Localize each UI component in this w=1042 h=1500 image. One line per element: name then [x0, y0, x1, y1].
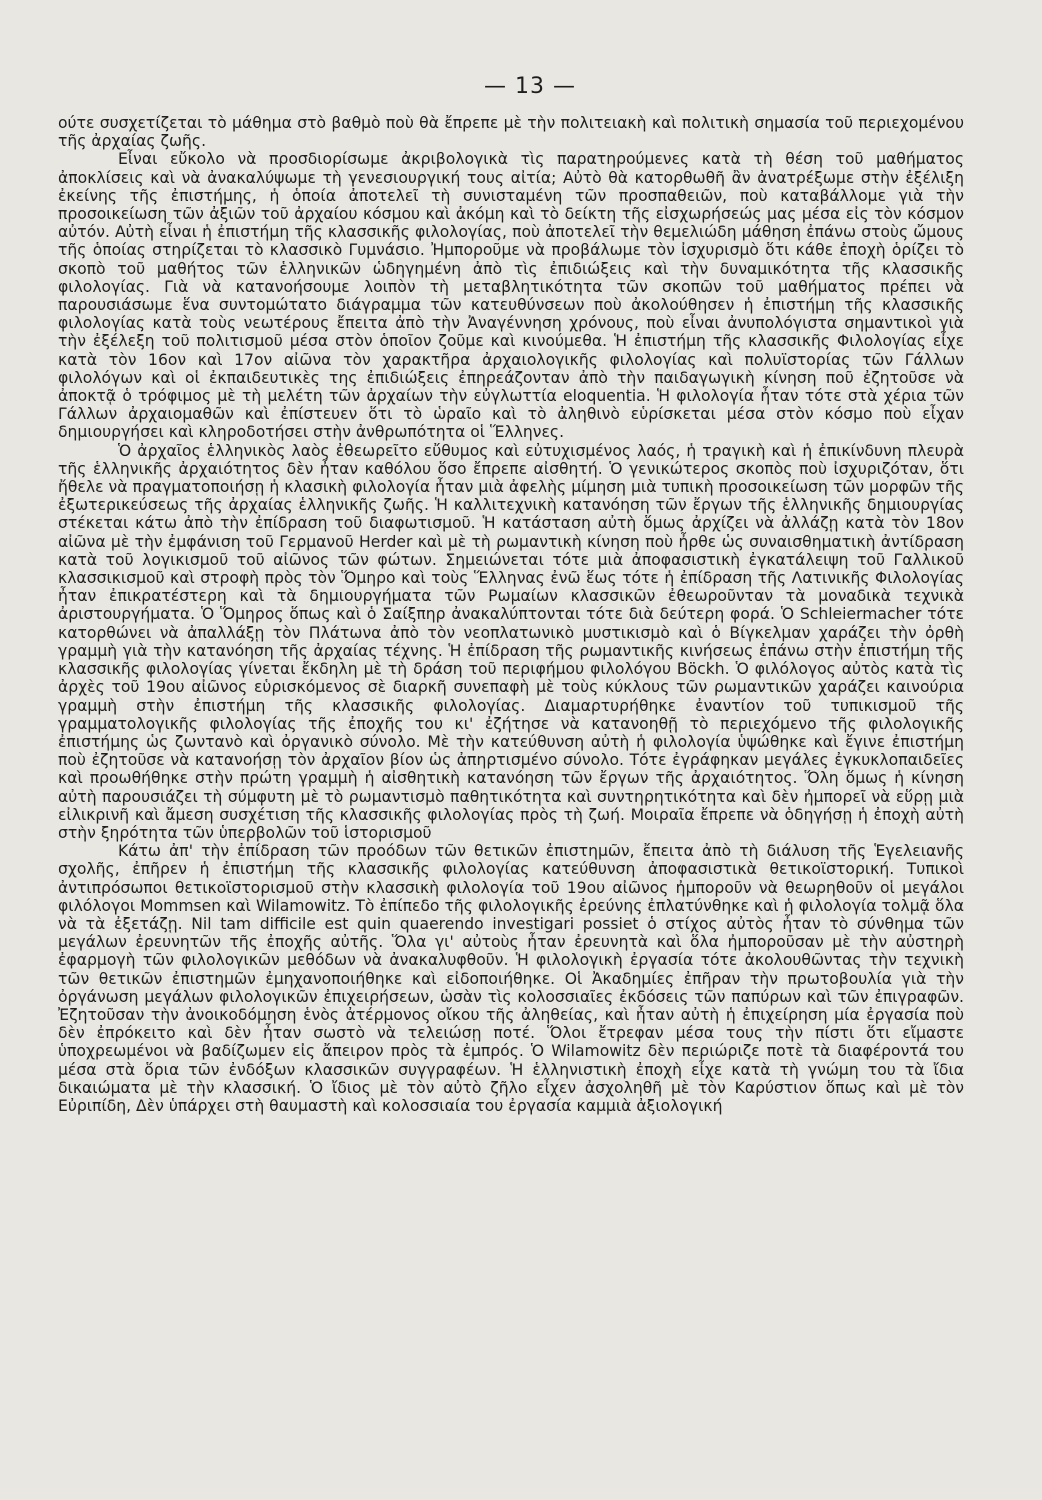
paragraph-1: ούτε συσχετίζεται τὸ μάθημα στὸ βαθμὸ ποὺ θὰ ἔπρεπε μὲ τὴν πολιτειακὴ καὶ πολιτικὴ σημασία τοῦ περιεχομένου τῆς ἀρχαίας ζωῆς.: [58, 114, 964, 151]
paragraph-3: Ὁ ἀρχαῖος ἑλληνικὸς λαὸς ἐθεωρεῖτο εὔθυμος καὶ εὐτυχισμένος λαός, ἡ τραγικὴ καὶ ἡ ἐπικίνδυνη πλευρὰ τῆς ἑλληνικῆς ἀρχαιότητος δὲν ἦταν καθόλου ὅσο ἔπρεπε αἰσθητή. Ὁ γενικώτερος σκοπὸς ποὺ ἰσχυριζόταν, ὅτι ἤθελε νὰ πραγματοποιήσῃ ἡ κλασικὴ φιλολογία ἦταν μιὰ ἀφελὴς μίμηση μιὰ τυπικὴ προσοικείωση τῶν μορφῶν τῆς ἐξωτερικεύσεως τῆς ἀρχαίας ἑλληνικῆς ζωῆς. Ἡ καλλιτεχνικὴ κατανόηση τῶν ἔργων τῆς ἑλληνικῆς δημιουργίας στέκεται κάτω ἀπὸ τὴν ἐπίδραση τοῦ διαφωτισμοῦ. Ἡ κατάσταση αὐτὴ ὅμως ἀρχίζει νὰ ἀλλάζῃ κατὰ τὸν 18ον αἰῶνα μὲ τὴν ἐμφάνιση τοῦ Γερμανοῦ Herder καὶ μὲ τὴ ρωμαντικὴ κίνηση ποὺ ἦρθε ὡς συναισθηματικὴ ἀντίδραση κατὰ τοῦ λογικισμοῦ τοῦ αἰῶνος τῶν φώτων. Σημειώνεται τότε μιὰ ἀποφασιστικὴ ἐγκατάλειψη τοῦ Γαλλικοῦ κλασσικισμοῦ καὶ στροφὴ πρὸς τὸν Ὅμηρο καὶ τοὺς Ἕλληνας ἐνῶ ἕως τότε ἡ ἐπίδραση τῆς Λατινικῆς Φιλολογίας ἦταν ἐπικρατέστερη καὶ τὰ δημιουργήματα τῶν Ρωμαίων κλασσικῶν ἐθεωροῦνταν τὰ μοναδικὰ τεχνικὰ ἀριστουργήματα. Ὁ Ὅμηρος ὅπως καὶ ὁ Σαίξπηρ ἀνακαλύπτονται τότε διὰ δεύτερη φορά. Ὁ Schleiermacher τότε κατορθώνει νὰ ἀπαλλάξῃ τὸν Πλάτωνα ἀπὸ τὸν νεοπλατωνικὸ μυστικισμὸ καὶ ὁ Βίγκελμαν χαράζει τὴν ὀρθὴ γραμμὴ γιὰ τὴν κατανόηση τῆς ἀρχαίας τέχνης. Ἡ ἐπίδραση τῆς ρωμαντικῆς κινήσεως ἐπάνω στὴν ἐπιστήμη τῆς κλασσικῆς φιλολογίας γίνεται ἔκδηλη μὲ τὴ δράση τοῦ περιφήμου φιλολόγου Böckh. Ὁ φιλόλογος αὐτὸς κατὰ τὶς ἀρχὲς τοῦ 19ου αἰῶνος εὑρισκόμενος σὲ διαρκῆ συνεπαφὴ μὲ τοὺς κύκλους τῶν ρωμαντικῶν χαράζει καινούρια γραμμὴ στὴν ἐπιστήμη τῆς κλασσικῆς φιλολογίας. Διαμαρτυρήθηκε ἐναντίον τοῦ τυπικισμοῦ τῆς γραμματολογικῆς φιλολογίας τῆς ἐποχῆς του κι' ἐζήτησε νὰ κατανοηθῇ τὸ περιεχόμενο τῆς φιλολογικῆς ἐπιστήμης ὡς ζωντανὸ καὶ ὀργανικὸ σύνολο. Μὲ τὴν κατεύθυνση αὐτὴ ἡ φιλολογία ὑψώθηκε καὶ ἔγινε ἐπιστήμη ποὺ ἐζητοῦσε νὰ κατανοήσῃ τὸν ἀρχαῖον βίον ὡς ἀπηρτισμένο σύνολο. Τότε ἐγράφηκαν μεγάλες ἐγκυκλοπαιδεῖες καὶ προωθήθηκε στὴν πρώτη γραμμὴ ἡ αἰσθητικὴ κατανόηση τῶν ἔργων τῆς ἀρχαιότητος. Ὅλη ὅμως ἡ κίνηση αὐτὴ παρουσιάζει τὴ σύμφυτη μὲ τὸ ρωμαντισμὸ παθητικότητα καὶ συντηρητικότητα καὶ δὲν ἠμπορεῖ νὰ εὕρῃ μιὰ εἰλικρινῆ καὶ ἄμεση συσχέτιση τῆς κλασσικῆς φιλολογίας πρὸς τὴ ζωή. Μοιραῖα ἔπρεπε νὰ ὁδηγήσῃ ἡ ἐποχὴ αὐτὴ στὴν ξηρότητα τῶν ὑπερβολῶν τοῦ ἱστορισμοῦ: [58, 441, 964, 842]
page-number: — 13 —: [484, 74, 576, 99]
paragraph-4: Κάτω ἀπ' τὴν ἐπίδραση τῶν προόδων τῶν θετικῶν ἐπιστημῶν, ἔπειτα ἀπὸ τὴ διάλυση τῆς Ἑγελειανῆς σχολῆς, ἐπῆρεν ἡ ἐπιστήμη τῆς κλασσικῆς φιλολογίας κατεύθυνση ἀποφασιστικὰ θετικοϊστορική. Τυπικοὶ ἀντιπρόσωποι θετικοϊστορισμοῦ στὴν κλασσικὴ φιλολογία τοῦ 19ου αἰῶνος ἠμποροῦν νὰ θεωρηθοῦν οἱ μεγάλοι φιλόλογοι Mommsen καὶ Wilamowitz. Τὸ ἐπίπεδο τῆς φιλολογικῆς ἐρεύνης ἐπλατύνθηκε καὶ ἡ φιλολογία τολμᾷ ὅλα νὰ τὰ ἐξετάζῃ. Nil tam difficile est quin quaerendo investigari possiet ὁ στίχος αὐτὸς ἦταν τὸ σύνθημα τῶν μεγάλων ἐρευνητῶν τῆς ἐποχῆς αὐτῆς. Ὅλα γι' αὐτοὺς ἦταν ἐρευνητὰ καὶ ὅλα ἠμποροῦσαν μὲ τὴν αὐστηρὴ ἐφαρμογὴ τῶν φιλολογικῶν μεθόδων νὰ ἀνακαλυφθοῦν. Ἡ φιλολογικὴ ἐργασία τότε ἀκολουθῶντας τὴν τεχνικὴ τῶν θετικῶν ἐπιστημῶν ἐμηχανοποιήθηκε καὶ εἰδοποιήθηκε. Οἱ Ἀκαδημίες ἐπῆραν τὴν πρωτοβουλία γιὰ τὴν ὀργάνωση μεγάλων φιλολογικῶν ἐπιχειρήσεων, ὡσὰν τὶς κολοσσιαῖες ἐκδόσεις τῶν παπύρων καὶ τῶν ἐπιγραφῶν. Ἐζητοῦσαν τὴν ἀνοικοδόμηση ἑνὸς ἀτέρμονος οἴκου τῆς ἀληθείας, καὶ ἦταν αὐτὴ ἡ ἐπιχείρηση μία ἐργασία ποὺ δὲν ἐπρόκειτο καὶ δὲν ἦταν σωστὸ νὰ τελειώσῃ ποτέ. Ὅλοι ἔτρεφαν μέσα τους τὴν πίστι ὅτι εἴμαστε ὑποχρεωμένοι νὰ βαδίζωμεν εἰς ἄπειρον πρὸς τὰ ἐμπρός. Ὁ Wilamowitz δὲν περιώριζε ποτὲ τὰ διαφέροντά του μέσα στὰ ὅρια τῶν ἐνδόξων κλασσικῶν συγγραφέων. Ἡ ἑλληνιστικὴ ἐποχὴ εἶχε κατὰ τὴ γνώμη του τὰ ἴδια δικαιώματα μὲ τὴν κλασσική. Ὁ ἴδιος μὲ τὸν αὐτὸ ζῆλο εἶχεν ἀσχοληθῆ μὲ τὸν Καρύστιον ὅπως καὶ μὲ τὸν Εὐριπίδη, Δὲν ὑπάρχει στὴ θαυμαστὴ καὶ κολοσσιαία του ἐργασία καμμιὰ ἀξιολογική: [58, 842, 964, 1115]
body-text: [58, 114, 964, 1115]
paragraph-2: Εἶναι εὔκολο νὰ προσδιορίσωμε ἀκριβολογικὰ τὶς παρατηρούμενες κατὰ τὴ θέση τοῦ μαθήματος ἀποκλίσεις καὶ νὰ ἀνακαλύψωμε τὴ γενεσιουργική τους αἰτία; Αὐτὸ θὰ κατορθωθῆ ἂν ἀνατρέξωμε στὴν ἐξέλιξη ἐκείνης τῆς ἐπιστήμης, ἡ ὁποία ἀποτελεῖ τὴ συνισταμένη τῶν προσπαθειῶν, ποὺ καταβάλλομε γιὰ τὴν προσοικείωση τῶν ἀξιῶν τοῦ ἀρχαίου κόσμου καὶ ἀκόμη καὶ τὸ δείκτη τῆς εἰσχωρήσεώς μας μέσα εἰς τὸν κόσμον αὐτόν. Αὐτὴ εἶναι ἡ ἐπιστήμη τῆς κλασσικῆς φιλολογίας, ποὺ ἀποτελεῖ τὴν θεμελιώδη μάθηση ἐπάνω στοὺς ὤμους τῆς ὁποίας στηρίζεται τὸ κλασσικὸ Γυμνάσιο. Ἠμποροῦμε νὰ προβάλωμε τὸν ἰσχυρισμὸ ὅτι κάθε ἐποχὴ ὁρίζει τὸ σκοπὸ τοῦ μαθήτος τῶν ἑλληνικῶν ὡδηγημένη ἀπὸ τὶς ἐπιδιώξεις καὶ τὴν δυναμικότητα τῆς κλασσικῆς φιλολογίας. Γιὰ νὰ κατανοήσουμε λοιπὸν τὴ μεταβλητικότητα τῶν σκοπῶν τοῦ μαθήματος πρέπει νὰ παρουσιάσωμε ἕνα συντομώτατο διάγραμμα τῶν κατευθύνσεων ποὺ ἀκολούθησεν ἡ ἐπιστήμη τῆς κλασσικῆς φιλολογίας κατὰ τοὺς νεωτέρους ἔπειτα ἀπὸ τὴν Ἀναγέννηση χρόνους, ποὺ εἶναι ἀνυπολόγιστα σημαντικοὶ γιὰ τὴν ἐξέλεξη τοῦ πολιτισμοῦ μέσα στὸν ὁποῖον ζοῦμε καὶ κινούμεθα. Ἡ ἐπιστήμη τῆς κλασσικῆς Φιλολογίας εἶχε κατὰ τὸν 16ον καὶ 17ον αἰῶνα τὸν χαρακτῆρα ἀρχαιολογικῆς φιλολογίας καὶ πολυϊστορίας τῶν Γάλλων φιλολόγων καὶ οἱ ἐκπαιδευτικὲς της ἐπιδιώξεις ἐπηρεάζονταν ἀπὸ τὴν παιδαγωγικὴ κίνηση ποῦ ἐζητοῦσε νὰ ἀποκτᾷ ὁ τρόφιμος μὲ τὴ μελέτη τῶν ἀρχαίων τὴν εὐγλωττία eloquentia. Ἡ φιλολογία ἦταν τότε στὰ χέρια τῶν Γάλλων ἀρχαιομαθῶν καὶ ἐπίστευεν ὅτι τὸ ὡραῖο καὶ τὸ ἀληθινὸ εὑρίσκεται μέσα στὸν κόσμο ποὺ εἶχαν δημιουργήσει καὶ κληροδοτήσει στὴν ἀνθρωπότητα οἱ Ἕλληνες.: [58, 150, 964, 442]
